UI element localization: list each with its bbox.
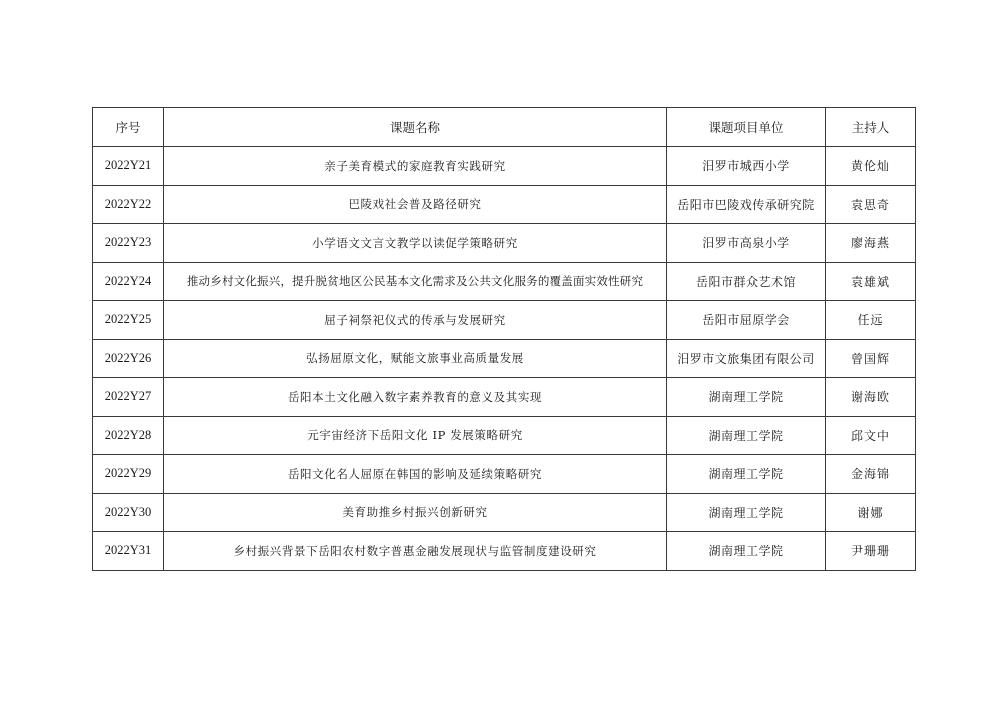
cell-unit: 岳阳市屈原学会 <box>667 301 826 340</box>
cell-host: 袁雄斌 <box>826 262 916 301</box>
table-row <box>93 378 916 417</box>
table-row <box>93 455 916 494</box>
cell-serial: 2022Y22 <box>93 185 164 224</box>
cell-title: 屈子祠祭祀仪式的传承与发展研究 <box>164 301 667 340</box>
table-row <box>93 301 916 340</box>
table-row <box>93 224 916 263</box>
project-table <box>92 107 916 571</box>
cell-host: 金海锦 <box>826 455 916 494</box>
cell-serial: 2022Y28 <box>93 416 164 455</box>
cell-title: 小学语文文言文教学以读促学策略研究 <box>164 224 667 263</box>
header-unit: 课题项目单位 <box>667 108 826 147</box>
cell-host: 黄伦灿 <box>826 147 916 186</box>
table-row <box>93 262 916 301</box>
cell-title: 弘扬屈原文化，赋能文旅事业高质量发展 <box>164 339 667 378</box>
cell-unit: 湖南理工学院 <box>667 378 826 417</box>
cell-serial: 2022Y31 <box>93 532 164 571</box>
cell-serial: 2022Y23 <box>93 224 164 263</box>
cell-host: 谢娜 <box>826 493 916 532</box>
cell-serial: 2022Y24 <box>93 262 164 301</box>
cell-host: 廖海燕 <box>826 224 916 263</box>
cell-serial: 2022Y29 <box>93 455 164 494</box>
cell-host: 尹珊珊 <box>826 532 916 571</box>
cell-title: 岳阳本土文化融入数字素养教育的意义及其实现 <box>164 378 667 417</box>
cell-title: 元宇宙经济下岳阳文化 IP 发展策略研究 <box>164 416 667 455</box>
cell-title: 巴陵戏社会普及路径研究 <box>164 185 667 224</box>
table-row <box>93 416 916 455</box>
cell-host: 任远 <box>826 301 916 340</box>
cell-host: 谢海欧 <box>826 378 916 417</box>
table-row <box>93 339 916 378</box>
cell-unit: 湖南理工学院 <box>667 493 826 532</box>
table-header-row <box>93 108 916 147</box>
cell-serial: 2022Y21 <box>93 147 164 186</box>
table-body <box>93 147 916 571</box>
cell-unit: 湖南理工学院 <box>667 416 826 455</box>
cell-title: 亲子美育模式的家庭教育实践研究 <box>164 147 667 186</box>
table-row <box>93 147 916 186</box>
cell-serial: 2022Y25 <box>93 301 164 340</box>
cell-title: 推动乡村文化振兴，提升脱贫地区公民基本文化需求及公共文化服务的覆盖面实效性研究 <box>164 262 667 301</box>
header-title: 课题名称 <box>164 108 667 147</box>
table-row <box>93 532 916 571</box>
cell-host: 袁思奇 <box>826 185 916 224</box>
cell-serial: 2022Y30 <box>93 493 164 532</box>
header-host: 主持人 <box>826 108 916 147</box>
cell-host: 曾国辉 <box>826 339 916 378</box>
cell-unit: 汨罗市文旅集团有限公司 <box>667 339 826 378</box>
cell-title: 岳阳文化名人屈原在韩国的影响及延续策略研究 <box>164 455 667 494</box>
cell-unit: 汨罗市城西小学 <box>667 147 826 186</box>
cell-title: 乡村振兴背景下岳阳农村数字普惠金融发展现状与监管制度建设研究 <box>164 532 667 571</box>
cell-serial: 2022Y26 <box>93 339 164 378</box>
cell-host: 邱文中 <box>826 416 916 455</box>
table-row <box>93 493 916 532</box>
cell-unit: 湖南理工学院 <box>667 455 826 494</box>
table-row <box>93 185 916 224</box>
cell-title: 美育助推乡村振兴创新研究 <box>164 493 667 532</box>
cell-serial: 2022Y27 <box>93 378 164 417</box>
cell-unit: 湖南理工学院 <box>667 532 826 571</box>
cell-unit: 岳阳市群众艺术馆 <box>667 262 826 301</box>
cell-unit: 汨罗市高泉小学 <box>667 224 826 263</box>
header-serial: 序号 <box>93 108 164 147</box>
cell-unit: 岳阳市巴陵戏传承研究院 <box>667 185 826 224</box>
